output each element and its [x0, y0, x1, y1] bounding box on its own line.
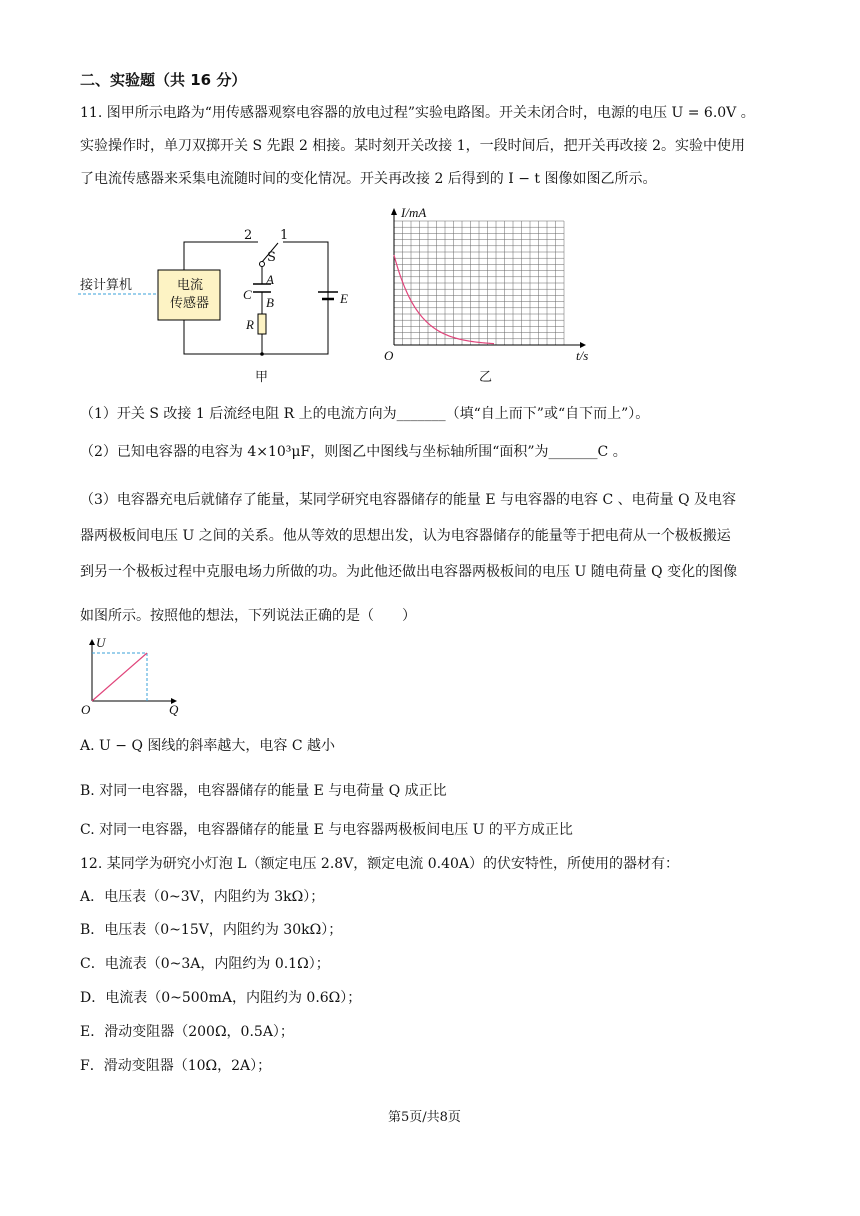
q12-item-f: F．滑动变阻器（10Ω，2A）；	[80, 1058, 272, 1074]
uq-line	[92, 653, 147, 701]
sensor-label-2: 传感器	[170, 296, 210, 311]
option-a: A. U − Q 图线的斜率越大，电容 C 越小	[80, 738, 335, 754]
circuit-diagram-jia	[78, 222, 368, 388]
terminal-1-label: 1	[280, 228, 289, 243]
q11-part3-line-2: 器两极板间电压 U 之间的关系。他从等效的思想出发，认为电容器储存的能量等于把电荷从一个极板搬运	[80, 528, 731, 544]
q11-line-3: 了电流传感器来采集电流随时间的变化情况。开关再改接 2 后得到的 I − t 图像如图乙所示。	[80, 171, 657, 187]
plate-a-label: A	[266, 272, 274, 287]
q11-line-2: 实验操作时，单刀双掷开关 S 先跟 2 相接。某时刻开关改接 1，一段时间后，把开关再改接 2。实验中使用	[80, 138, 746, 154]
q11-line-1: 11. 图甲所示电路为“用传感器观察电容器的放电过程”实验电路图。开关未闭合时，电源的电压 U = 6.0V 。	[80, 105, 755, 121]
capacitor-label: C	[243, 287, 252, 302]
q12-intro: 12. 某同学为研究小灯泡 L（额定电压 2.8V，额定电流 0.40A）的伏安特性，所使用的器材有：	[80, 856, 680, 872]
uq-xlabel: Q	[169, 702, 179, 717]
q12-item-d: D．电流表（0~500mA，内阻约为 0.6Ω）；	[80, 990, 362, 1006]
it-xlabel: t/s	[576, 348, 589, 363]
figure-jia-caption: 甲	[255, 370, 269, 385]
section-title: 二、实验题（共 16 分）	[80, 71, 247, 89]
page-footer: 第5页/共8页	[388, 1110, 461, 1125]
q12-item-b: B．电压表（0~15V，内阻约为 30kΩ）；	[80, 922, 343, 938]
sensor-label-1: 电流	[177, 278, 204, 293]
q11-part1: （1）开关 S 改接 1 后流经电阻 R 上的电流方向为_______（填“自上而下”或“自下而上”）。	[80, 406, 650, 422]
option-c: C. 对同一电容器，电容器储存的能量 E 与电容器两极板间电压 U 的平方成正比	[80, 822, 573, 838]
switch-label: S	[267, 250, 276, 265]
uq-ylabel: U	[96, 635, 106, 650]
it-ylabel: I/mA	[401, 205, 427, 220]
option-b: B. 对同一电容器，电容器储存的能量 E 与电荷量 Q 成正比	[80, 783, 447, 799]
terminal-2-label: 2	[244, 228, 253, 243]
q11-part3-line-4: 如图所示。按照他的想法，下列说法正确的是（ ）	[80, 608, 416, 624]
q11-part3-line-1: （3）电容器充电后就储存了能量，某同学研究电容器储存的能量 E 与电容器的电容 C 、电荷量 Q 及电容	[80, 492, 737, 508]
battery-label: E	[340, 291, 348, 306]
q12-item-c: C．电流表（0~3A，内阻约为 0.1Ω）；	[80, 956, 330, 972]
it-graph-yi	[380, 205, 595, 360]
q12-item-e: E．滑动变阻器（200Ω，0.5A）；	[80, 1024, 294, 1040]
q11-part2: （2）已知电容器的电容为 4×10³μF，则图乙中图线与坐标轴所围“面积”为_______C 。	[80, 444, 627, 460]
it-origin: O	[384, 348, 394, 363]
figure-yi-caption: 乙	[479, 370, 493, 385]
q11-part3-line-3: 到另一个极板过程中克服电场力所做的功。为此他还做出电容器两极板间的电压 U 随电荷量 Q 变化的图像	[80, 564, 738, 580]
resistor-label: R	[246, 317, 254, 332]
plate-b-label: B	[266, 295, 274, 310]
computer-label: 接计算机	[80, 278, 133, 293]
uq-origin: O	[81, 702, 91, 717]
q12-item-a: A．电压表（0~3V，内阻约为 3kΩ）；	[80, 889, 325, 905]
